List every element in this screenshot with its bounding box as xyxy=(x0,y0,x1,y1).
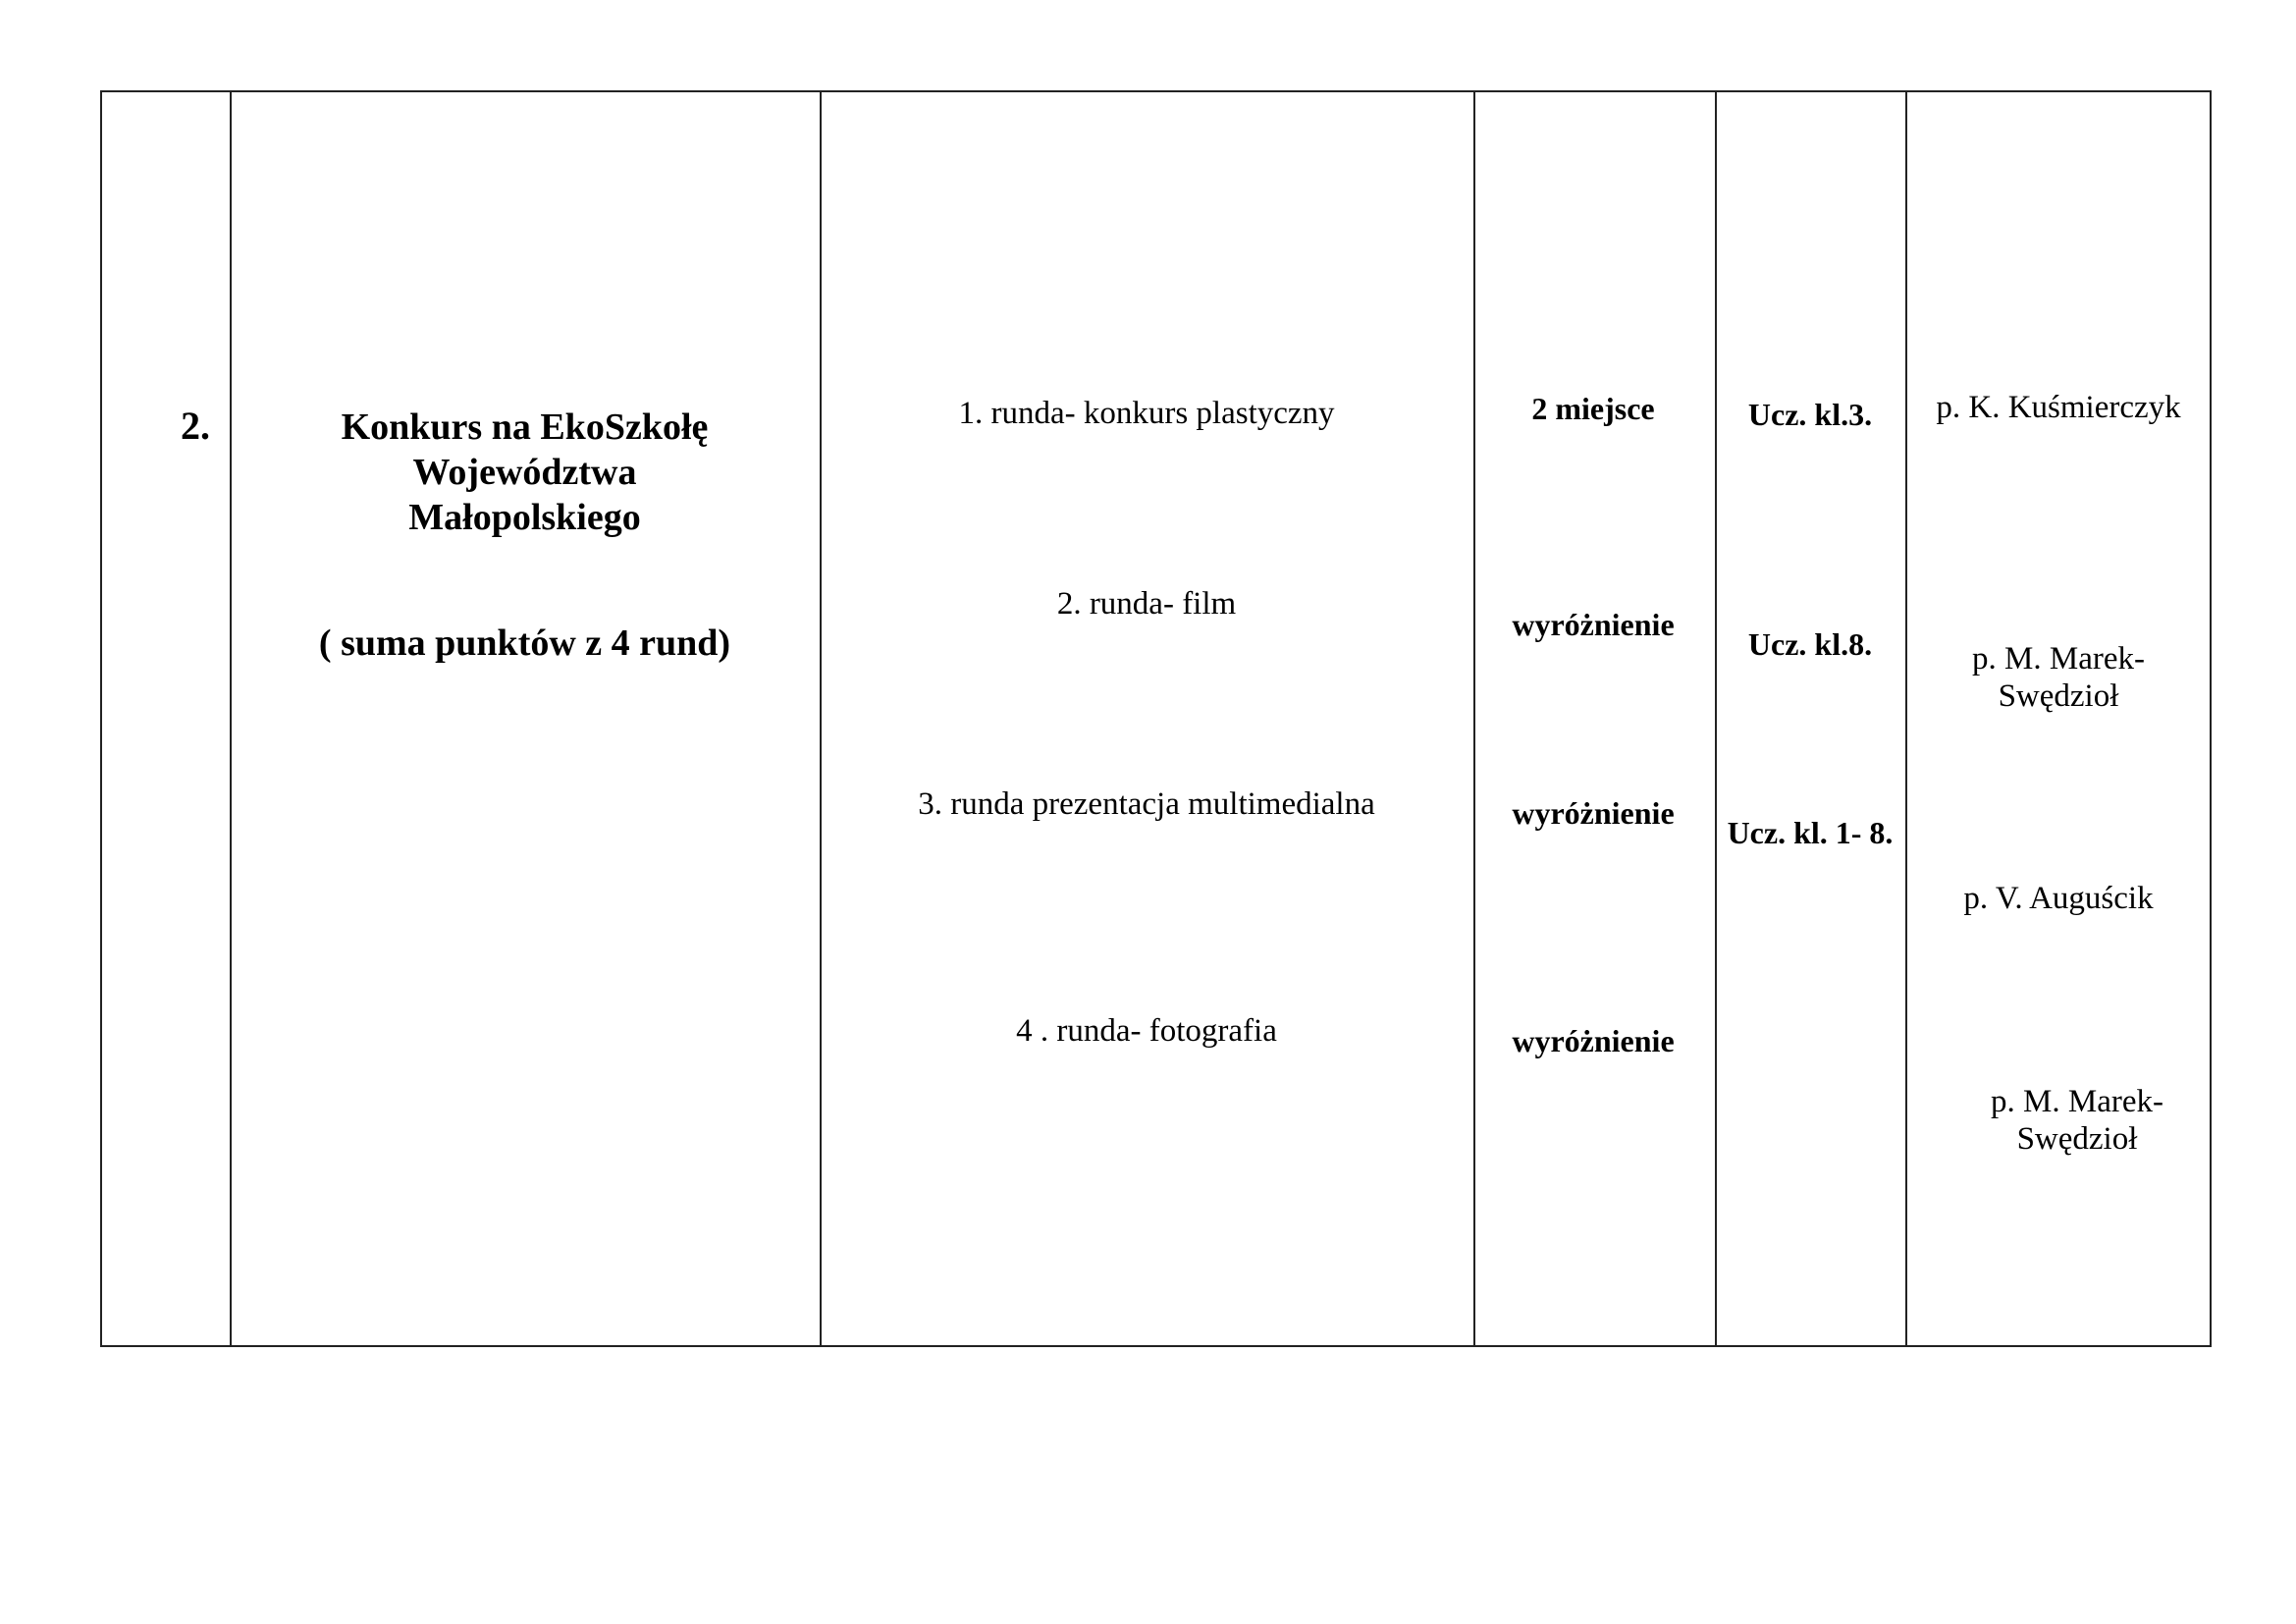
round-3-award: wyróżnienie xyxy=(1512,795,1675,831)
round-1-award: 2 miejsce xyxy=(1531,391,1655,426)
round-3-label: 3. runda prezentacja multimedialna xyxy=(918,786,1375,822)
column-divider xyxy=(1905,92,1907,1345)
round-2-award: wyróżnienie xyxy=(1512,607,1675,642)
round-2-teacher-line1: p. M. Marek- xyxy=(1972,641,2145,677)
column-divider xyxy=(230,92,232,1345)
round-4-teacher-line2: Swędzioł xyxy=(2016,1121,2138,1157)
competition-title-line2: Województwa xyxy=(412,452,637,493)
competition-title-line1: Konkurs na EkoSzkołę xyxy=(341,406,709,448)
competition-note: ( suma punktów z 4 rund) xyxy=(318,623,731,664)
round-4-label: 4 . runda- fotografia xyxy=(1016,1013,1277,1049)
round-2-teacher-line2: Swędzioł xyxy=(1998,678,2119,714)
column-divider xyxy=(1473,92,1475,1345)
round-1-label: 1. runda- konkurs plastyczny xyxy=(958,396,1335,431)
round-4-teacher-line1: p. M. Marek- xyxy=(1991,1084,2163,1119)
round-3-class: Ucz. kl. 1- 8. xyxy=(1727,815,1894,850)
round-1-teacher: p. K. Kuśmierczyk xyxy=(1936,390,2181,425)
column-divider xyxy=(820,92,822,1345)
round-2-label: 2. runda- film xyxy=(1056,586,1237,622)
row-number: 2. xyxy=(181,404,210,448)
round-4-award: wyróżnienie xyxy=(1512,1023,1675,1058)
competition-title-line3: Małopolskiego xyxy=(408,497,641,538)
column-divider xyxy=(1715,92,1717,1345)
round-3-teacher: p. V. Auguścik xyxy=(1963,881,2154,916)
round-2-class: Ucz. kl.8. xyxy=(1747,626,1873,662)
round-1-class: Ucz. kl.3. xyxy=(1747,397,1873,432)
results-table xyxy=(100,90,2212,1347)
